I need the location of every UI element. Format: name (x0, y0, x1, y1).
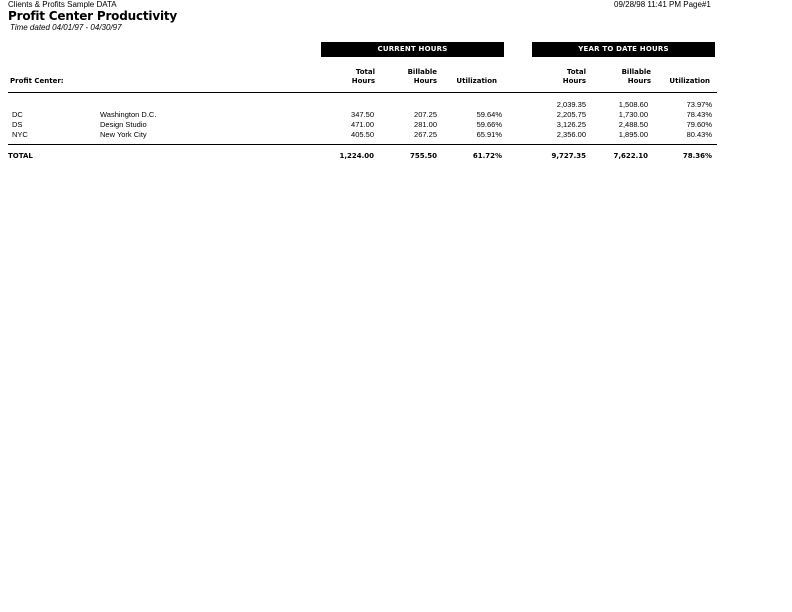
current-total-cell: 405.50 (351, 130, 374, 139)
profit-center-code: DS (12, 120, 23, 129)
ytd-total-cell: 3,126.25 (556, 120, 586, 129)
company-name: Clients & Profits Sample DATA (8, 0, 117, 9)
profit-center-name: New York City (100, 130, 147, 139)
current-utilization-cell: 65.91% (476, 130, 502, 139)
ytd-total-hours-header: Total Hours (562, 68, 586, 85)
ytd-utilization-cell: 78.43% (686, 110, 712, 119)
ytd-total-cell: 2,205.75 (556, 110, 586, 119)
profit-center-code: DC (12, 110, 23, 119)
ytd-billable-cell: 2,488.50 (618, 120, 648, 129)
total-rule (8, 144, 717, 145)
ytd-hours-band: YEAR TO DATE HOURS (532, 42, 715, 57)
current-utilization-cell: 59.66% (476, 120, 502, 129)
ytd-utilization-cell: 80.43% (686, 130, 712, 139)
ytd-utilization-cell: 78.36% (682, 152, 712, 160)
ytd-utilization-cell: 73.97% (686, 100, 712, 109)
current-utilization-header: Utilization (456, 77, 497, 85)
profit-center-header: Profit Center: (10, 77, 64, 85)
ytd-billable-hours-header: Billable Hours (621, 68, 651, 85)
current-billable-cell: 207.25 (414, 110, 437, 119)
current-total-cell: 347.50 (351, 110, 374, 119)
current-hours-band: CURRENT HOURS (321, 42, 504, 57)
ytd-total-cell: 2,039.35 (556, 100, 586, 109)
ytd-billable-cell: 7,622.10 (613, 152, 648, 160)
total-label: TOTAL (8, 152, 33, 160)
profit-center-code: NYC (12, 130, 28, 139)
ytd-billable-cell: 1,895.00 (618, 130, 648, 139)
ytd-billable-cell: 1,730.00 (618, 110, 648, 119)
current-billable-cell: 281.00 (414, 120, 437, 129)
current-billable-hours-header: Billable Hours (407, 68, 437, 85)
current-total-hours-header: Total Hours (351, 68, 375, 85)
ytd-utilization-cell: 79.60% (686, 120, 712, 129)
current-total-cell: 471.00 (351, 120, 374, 129)
date-range: Time dated 04/01/97 - 04/30/97 (10, 23, 122, 32)
current-utilization-cell: 59.64% (476, 110, 502, 119)
current-utilization-cell: 61.72% (472, 152, 502, 160)
ytd-total-cell: 2,356.00 (556, 130, 586, 139)
report-title: Profit Center Productivity (8, 9, 178, 23)
header-rule (8, 92, 717, 93)
ytd-utilization-header: Utilization (669, 77, 710, 85)
current-total-cell: 1,224.00 (339, 152, 374, 160)
ytd-billable-cell: 1,508.60 (618, 100, 648, 109)
current-billable-cell: 755.50 (409, 152, 437, 160)
profit-center-name: Design Studio (100, 120, 147, 129)
print-timestamp: 09/28/98 11:41 PM Page#1 (614, 0, 711, 9)
profit-center-name: Washington D.C. (100, 110, 157, 119)
current-billable-cell: 267.25 (414, 130, 437, 139)
ytd-total-cell: 9,727.35 (551, 152, 586, 160)
